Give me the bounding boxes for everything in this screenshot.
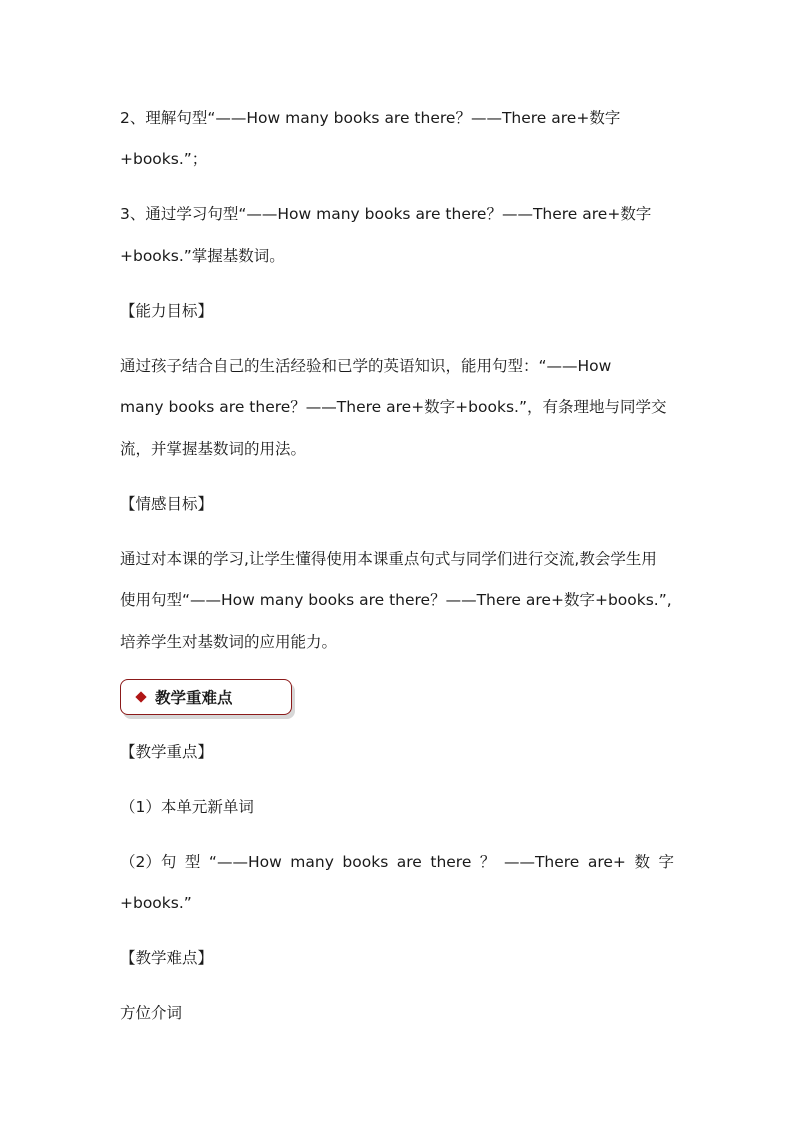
key-point-2-token: are — [396, 853, 422, 871]
objective-3-line-2: +books.”掌握基数词。 — [120, 247, 285, 265]
key-point-2-token: 数 — [634, 853, 650, 871]
objective-2-line-1: 2、理解句型“——How many books are there？——There are+数字 — [120, 109, 621, 127]
key-point-2-token: ？ — [479, 853, 496, 871]
objective-3-line-1: 3、通过学习句型“——How many books are there？——There are+数字 — [120, 205, 652, 223]
key-point-2-token: “——How — [208, 853, 282, 871]
ability-goal-heading: 【能力目标】 — [120, 302, 214, 320]
ability-goal-line-2: many books are there？——There are+数字+books.”，有条理地与同学交 — [120, 398, 667, 416]
emotion-goal-line-3: 培养学生对基数词的应用能力。 — [120, 633, 338, 651]
key-point-2-token: 型 — [184, 853, 201, 871]
difficulty-heading: 【教学难点】 — [120, 949, 214, 967]
ability-goal-line-1: 通过孩子结合自己的生活经验和已学的英语知识，能用句型：“——How — [120, 357, 612, 375]
key-point-2-token: books — [342, 853, 389, 871]
key-point-2-token: ——There — [503, 853, 580, 871]
key-point-2-line-1 — [120, 852, 674, 872]
key-point-2-token: many — [290, 853, 334, 871]
key-point-2-token: are+ — [587, 853, 626, 871]
ability-goal-line-3: 流，并掌握基数词的用法。 — [120, 440, 307, 458]
emotion-goal-line-2: 使用句型“——How many books are there？——There are+数字+books.”, — [120, 591, 672, 609]
diamond-bullet-icon — [135, 691, 146, 702]
key-points-heading: 【教学重点】 — [120, 743, 214, 761]
emotion-goal-line-1: 通过对本课的学习,让学生懂得使用本课重点句式与同学们进行交流,教会学生用 — [120, 550, 657, 568]
emotion-goal-heading: 【情感目标】 — [120, 495, 214, 513]
difficulty-item: 方位介词 — [120, 1004, 183, 1022]
section-badge — [120, 679, 292, 715]
key-point-2-token: there — [430, 853, 472, 871]
key-point-1: （1）本单元新单词 — [120, 798, 254, 816]
key-point-2-token: （2）句 — [120, 853, 177, 871]
key-point-2-line-2: +books.” — [120, 894, 192, 912]
section-badge-title: 教学重难点 — [155, 688, 233, 707]
objective-2-line-2: +books.”； — [120, 150, 208, 168]
key-point-2-token: 字 — [658, 853, 674, 871]
